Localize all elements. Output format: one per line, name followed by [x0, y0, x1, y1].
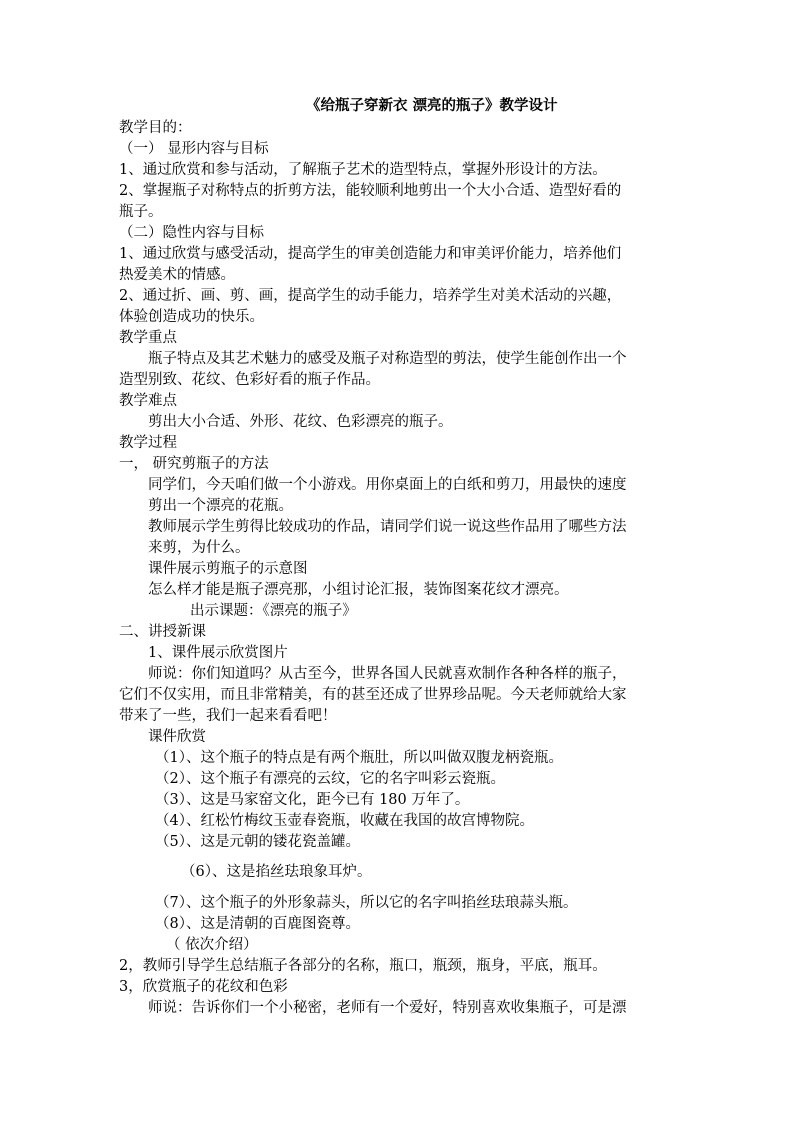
text-line: 造型别致、花纹、色彩好看的瓶子作品。 — [119, 372, 380, 388]
text-line: 一， 研究剪瓶子的方法 — [119, 456, 269, 472]
text-line: 瓶子特点及其艺术魅力的感受及瓶子对称造型的剪法，使学生能创作出一个 — [148, 351, 627, 367]
text-line: 1、课件展示欣赏图片 — [148, 645, 288, 661]
text-line: 热爱美术的情感。 — [119, 267, 235, 283]
text-line: 课件欣赏 — [148, 729, 206, 745]
text-line: （6）、这是掐丝珐琅象耳炉。 — [181, 864, 372, 880]
text-line: 二、讲授新课 — [119, 624, 206, 640]
text-line: 剪出一个漂亮的花瓶。 — [148, 498, 293, 514]
text-line: （5）、这是元朝的镂花瓷盖罐。 — [155, 834, 360, 850]
text-line: （7）、这个瓶子的外形象蒜头，所以它的名字叫掐丝珐琅蒜头瓶。 — [155, 895, 578, 911]
text-line: （ 依次介绍） — [166, 937, 258, 953]
text-line: 剪出大小合适、外形、花纹、色彩漂亮的瓶子。 — [148, 414, 453, 430]
document-title: 《给瓶子穿新衣 漂亮的瓶子》教学设计 — [306, 97, 558, 114]
text-line: 怎么样才能是瓶子漂亮那，小组讨论汇报，装饰图案花纹才漂亮。 — [148, 582, 569, 598]
text-line: 瓶子。 — [119, 204, 163, 220]
text-line: 它们不仅实用，而且非常精美，有的甚至还成了世界珍品呢。今天老师就给大家 — [119, 687, 627, 703]
text-line: （4）、红松竹梅纹玉壶春瓷瓶，收藏在我国的故宫博物院。 — [155, 813, 534, 829]
text-line: 同学们，今天咱们做一个小游戏。用你桌面上的白纸和剪刀，用最快的速度 — [148, 477, 627, 493]
text-line: 来剪，为什么。 — [148, 540, 250, 556]
text-line: （1）、这个瓶子的特点是有两个瓶肚，所以叫做双腹龙柄瓷瓶。 — [155, 750, 563, 766]
text-line: 师说：告诉你们一个小秘密，老师有一个爱好，特别喜欢收集瓶子，可是漂 — [148, 1000, 627, 1016]
text-line: 教师展示学生剪得比较成功的作品，请同学们说一说这些作品用了哪些方法 — [148, 519, 627, 535]
text-line: （3）、这是马家窑文化，距今已有 180 万年了。 — [155, 792, 470, 808]
text-line: 教学重点 — [119, 330, 177, 346]
text-line: 1、通过欣赏与感受活动，提高学生的审美创造能力和审美评价能力，培养他们 — [119, 246, 622, 262]
text-line: 2、掌握瓶子对称特点的折剪方法，能较顺利地剪出一个大小合适、造型好看的 — [119, 183, 622, 199]
text-line: 体验创造成功的快乐。 — [119, 309, 264, 325]
text-line: （8）、这是清朝的百鹿图瓷尊。 — [155, 916, 360, 932]
text-line: 课件展示剪瓶子的示意图 — [148, 561, 308, 577]
text-line: 师说：你们知道吗？从古至今，世界各国人民就喜欢制作各种各样的瓶子， — [148, 666, 627, 682]
text-line: 3，欣赏瓶子的花纹和色彩 — [119, 979, 288, 995]
text-line: 教学过程 — [119, 435, 177, 451]
text-line: 教学难点 — [119, 393, 177, 409]
text-line: （一） 显形内容与目标 — [119, 141, 269, 157]
text-line: 2、通过折、画、剪、画，提高学生的动手能力，培养学生对美术活动的兴趣， — [119, 288, 622, 304]
text-line: 教学目的： — [119, 120, 192, 136]
text-line: 带来了一些，我们一起来看看吧！ — [119, 708, 337, 724]
text-line: 出示课题：《漂亮的瓶子》 — [190, 603, 357, 619]
text-line: （二）隐性内容与目标 — [119, 225, 264, 241]
text-line: 1、通过欣赏和参与活动，了解瓶子艺术的造型特点，掌握外形设计的方法。 — [119, 162, 607, 178]
text-line: （2）、这个瓶子有漂亮的云纹，它的名字叫彩云瓷瓶。 — [155, 771, 505, 787]
text-line: 2，教师引导学生总结瓶子各部分的名称，瓶口，瓶颈，瓶身，平底，瓶耳。 — [119, 958, 607, 974]
